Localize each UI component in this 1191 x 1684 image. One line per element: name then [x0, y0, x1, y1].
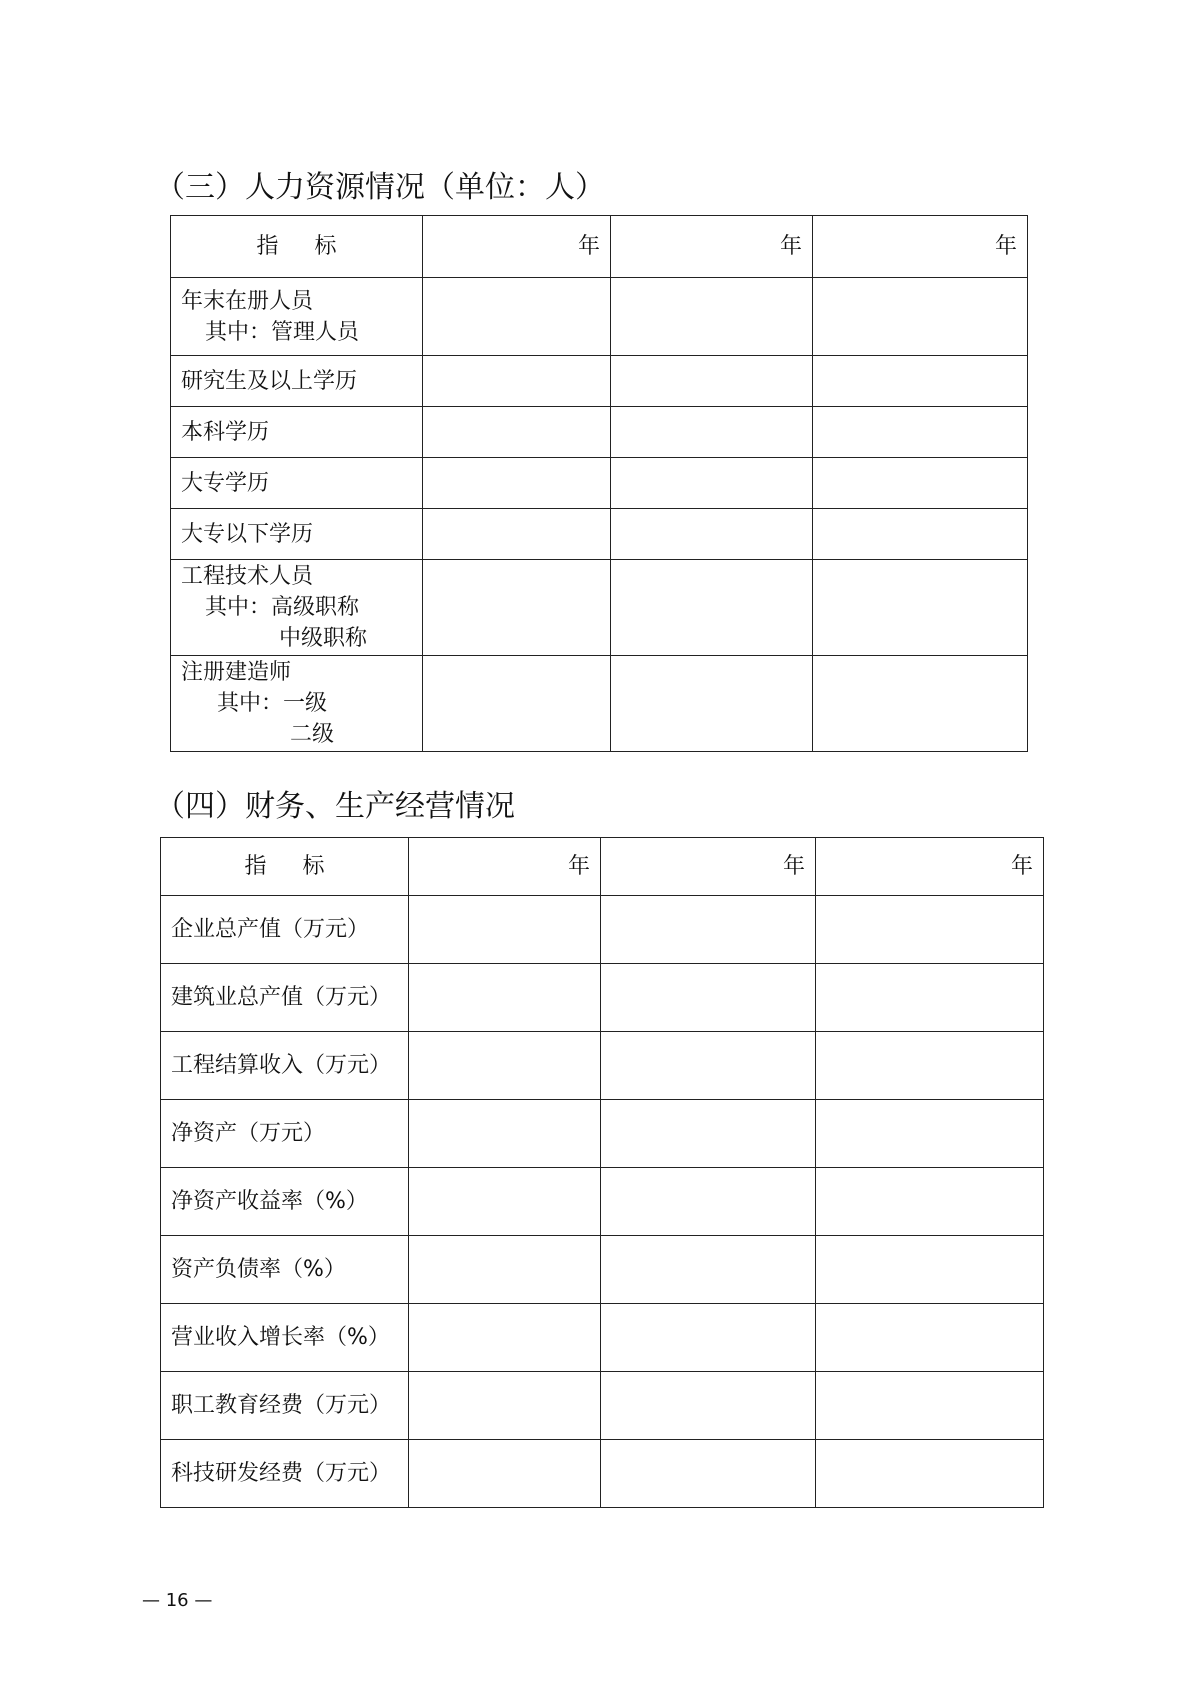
hr-value-cell[interactable] [423, 278, 611, 356]
hr-year-header-1[interactable]: 年 [423, 216, 611, 278]
finance-value-cell[interactable] [816, 1100, 1044, 1168]
finance-row-label: 企业总产值（万元） [161, 896, 409, 964]
finance-value-cell[interactable] [816, 964, 1044, 1032]
hr-value-cell[interactable] [611, 560, 813, 656]
table-row [171, 458, 1028, 509]
table-row [171, 356, 1028, 407]
finance-row-label: 净资产（万元） [161, 1100, 409, 1168]
hr-indicator-header: 指 标 [171, 216, 423, 278]
finance-value-cell[interactable] [409, 1236, 601, 1304]
table-row [161, 1372, 1044, 1440]
finance-value-cell[interactable] [409, 1304, 601, 1372]
table-row [161, 1032, 1044, 1100]
hr-value-cell[interactable] [423, 560, 611, 656]
hr-value-cell[interactable] [611, 509, 813, 560]
table-row [161, 1236, 1044, 1304]
hr-row-sublabel: 其中：一级 [217, 691, 328, 716]
finance-year-header-2[interactable]: 年 [601, 838, 816, 896]
hr-row-sublabel: 二级 [290, 722, 335, 747]
hr-value-cell[interactable] [611, 458, 813, 509]
finance-section-heading: （四）财务、生产经营情况 [155, 789, 515, 824]
finance-value-cell[interactable] [601, 896, 816, 964]
finance-value-cell[interactable] [601, 1032, 816, 1100]
finance-year-header-1[interactable]: 年 [409, 838, 601, 896]
hr-value-cell[interactable] [423, 407, 611, 458]
hr-value-cell[interactable] [423, 356, 611, 407]
hr-value-cell[interactable] [611, 278, 813, 356]
finance-value-cell[interactable] [409, 1032, 601, 1100]
table-row [161, 1440, 1044, 1508]
finance-row-label: 职工教育经费（万元） [161, 1372, 409, 1440]
table-row [161, 1100, 1044, 1168]
hr-row-label: 研究生及以上学历 [171, 356, 423, 407]
table-row [171, 656, 1028, 752]
hr-row-label [171, 656, 423, 752]
hr-row-sublabel: 其中：高级职称 [205, 595, 360, 620]
hr-value-cell[interactable] [813, 509, 1028, 560]
hr-row-label: 大专以下学历 [171, 509, 423, 560]
finance-row-label: 营业收入增长率（%） [161, 1304, 409, 1372]
table-row [161, 896, 1044, 964]
finance-value-cell[interactable] [601, 1236, 816, 1304]
finance-row-label: 建筑业总产值（万元） [161, 964, 409, 1032]
hr-value-cell[interactable] [813, 356, 1028, 407]
finance-row-label: 工程结算收入（万元） [161, 1032, 409, 1100]
finance-value-cell[interactable] [409, 1372, 601, 1440]
finance-value-cell[interactable] [816, 1440, 1044, 1508]
table-row [161, 1168, 1044, 1236]
finance-row-label: 科技研发经费（万元） [161, 1440, 409, 1508]
finance-value-cell[interactable] [601, 1372, 816, 1440]
hr-value-cell[interactable] [611, 356, 813, 407]
hr-value-cell[interactable] [423, 458, 611, 509]
table-row [171, 407, 1028, 458]
finance-value-cell[interactable] [409, 1100, 601, 1168]
hr-value-cell[interactable] [813, 407, 1028, 458]
finance-value-cell[interactable] [409, 964, 601, 1032]
hr-year-header-2[interactable]: 年 [611, 216, 813, 278]
hr-table [170, 215, 1028, 752]
finance-value-cell[interactable] [816, 896, 1044, 964]
finance-value-cell[interactable] [816, 1032, 1044, 1100]
table-row [161, 964, 1044, 1032]
hr-section-heading: （三）人力资源情况（单位：人） [155, 170, 605, 205]
hr-row-label: 大专学历 [171, 458, 423, 509]
finance-indicator-header: 指 标 [161, 838, 409, 896]
finance-value-cell[interactable] [409, 1168, 601, 1236]
finance-value-cell[interactable] [816, 1304, 1044, 1372]
hr-row-sublabel: 中级职称 [279, 626, 368, 651]
hr-row-label: 本科学历 [171, 407, 423, 458]
hr-row-label-line: 工程技术人员 [181, 564, 314, 589]
hr-row-label [171, 278, 423, 356]
finance-value-cell[interactable] [601, 1168, 816, 1236]
hr-value-cell[interactable] [813, 560, 1028, 656]
finance-value-cell[interactable] [816, 1236, 1044, 1304]
table-row [171, 560, 1028, 656]
hr-row-sublabel: 其中：管理人员 [205, 319, 360, 345]
finance-value-cell[interactable] [601, 1100, 816, 1168]
hr-value-cell[interactable] [611, 407, 813, 458]
table-row [161, 1304, 1044, 1372]
hr-year-header-3[interactable]: 年 [813, 216, 1028, 278]
hr-value-cell[interactable] [611, 656, 813, 752]
table-row [171, 278, 1028, 356]
hr-row-label-line: 注册建造师 [181, 660, 292, 685]
finance-table-header [161, 838, 1044, 896]
finance-value-cell[interactable] [601, 964, 816, 1032]
hr-value-cell[interactable] [423, 656, 611, 752]
hr-row-label-line: 年末在册人员 [181, 288, 314, 314]
hr-table-header [171, 216, 1028, 278]
finance-value-cell[interactable] [816, 1168, 1044, 1236]
finance-table [160, 837, 1044, 1508]
finance-value-cell[interactable] [409, 896, 601, 964]
hr-value-cell[interactable] [813, 458, 1028, 509]
finance-year-header-3[interactable]: 年 [816, 838, 1044, 896]
finance-value-cell[interactable] [409, 1440, 601, 1508]
table-row [171, 509, 1028, 560]
finance-value-cell[interactable] [601, 1440, 816, 1508]
finance-value-cell[interactable] [816, 1372, 1044, 1440]
finance-row-label: 净资产收益率（%） [161, 1168, 409, 1236]
finance-row-label: 资产负债率（%） [161, 1236, 409, 1304]
finance-value-cell[interactable] [601, 1304, 816, 1372]
hr-value-cell[interactable] [813, 278, 1028, 356]
hr-value-cell[interactable] [423, 509, 611, 560]
page-number: — 16 — [142, 1590, 213, 1611]
hr-value-cell[interactable] [813, 656, 1028, 752]
hr-row-label [171, 560, 423, 656]
